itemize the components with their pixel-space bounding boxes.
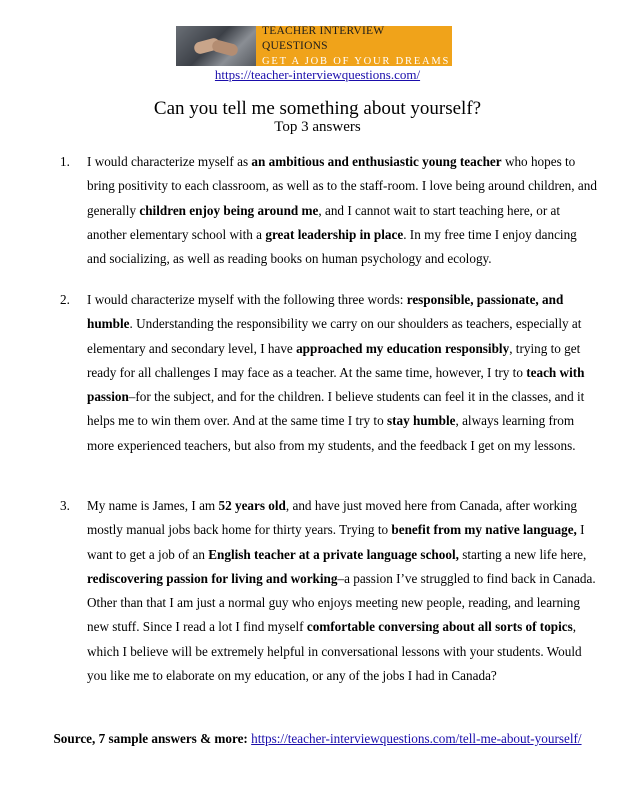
- source-label: Source, 7 sample answers & more:: [53, 731, 248, 746]
- source-link[interactable]: https://teacher-interviewquestions.com/tell-me-about-yourself/: [251, 731, 582, 746]
- banner-title: TEACHER INTERVIEW QUESTIONS: [262, 24, 385, 52]
- answer-number: 2.: [60, 292, 70, 307]
- site-banner[interactable]: [176, 26, 452, 66]
- handshake-image: [176, 26, 256, 66]
- answer-text: I would characterize myself with the following three words: responsible, passionate, and humble. Understanding the responsibility we carry on our shoulders as teachers, especially at elementary and secondary level, I have approached my education responsibly, trying to get ready for all challenges I may face as a teacher. At the same time, however, I try to teach with passion–for the subject, and for the children. I believe students can feel it in the classes, and it helps me to win them over. And at the same time I try to stay humble, always learning from more experienced teachers, but also from my students, and the feedback I get on my lessons.: [87, 292, 585, 453]
- banner-tagline: GET A JOB OF YOUR DREAMS: [262, 55, 451, 67]
- page-subtitle: Top 3 answers: [274, 119, 361, 135]
- source-line: [0, 731, 635, 747]
- answer-number: 1.: [60, 154, 70, 169]
- answer-text: My name is James, I am 52 years old, and have just moved here from Canada, after working mostly manual jobs back home for thirty years. Trying to benefit from my native language, I want to get a job of an English teacher at a private language school, starting a new life here, rediscovering passion for living and working–a passion I’ve struggled to find back in Canada. Other than that I am just a normal guy who enjoys meeting new people, reading, and learning new stuff. Since I read a lot I find myself comfortable conversing about all sorts of topics, which I believe will be extremely helpful in conversational lessons with your students. Would you like me to elaborate on my education, or any of the jobs I had in Canada?: [87, 498, 596, 684]
- answer-text: I would characterize myself as an ambitious and enthusiastic young teacher who hopes to bring positivity to each classroom, as well as to the staff-room. I love being around children, and generally children enjoy being around me, and I cannot wait to start teaching here, or at another elementary school with a great leadership in place. In my free time I enjoy dancing and socializing, as well as reading books on human psychology and ecology.: [87, 154, 597, 267]
- banner-text: [256, 26, 452, 66]
- site-link[interactable]: https://teacher-interviewquestions.com/: [214, 67, 421, 82]
- page-title: Can you tell me something about yourself?: [153, 98, 482, 119]
- answer-number: 3.: [60, 498, 70, 513]
